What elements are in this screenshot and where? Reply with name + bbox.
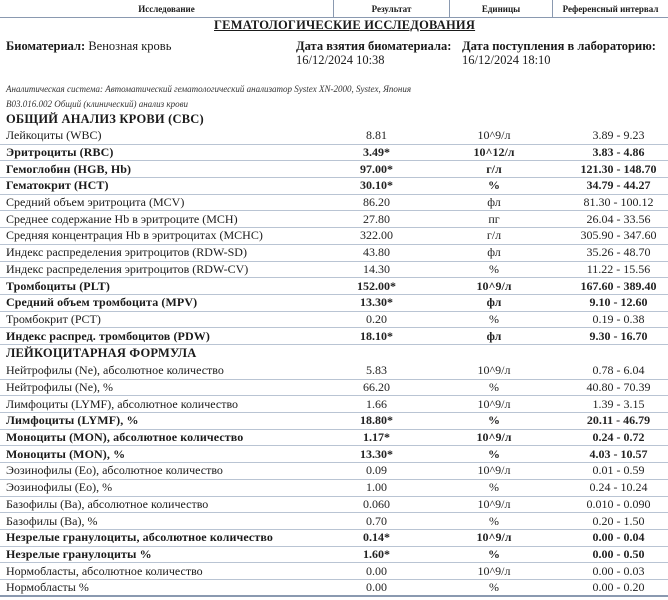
result-value: 322.00 <box>360 228 393 243</box>
received-date-label: Дата поступления в лабораторию: <box>462 39 656 53</box>
table-row <box>0 513 668 530</box>
result-value: 1.60* <box>363 546 390 561</box>
test-name: Тромбокрит (PCT) <box>6 311 101 326</box>
table-row <box>0 480 668 497</box>
unit-value: % <box>489 261 499 276</box>
test-name: Нормобласты, абсолютное количество <box>6 563 203 578</box>
unit-value: 10^12/л <box>473 145 515 160</box>
unit-value: % <box>488 546 500 561</box>
table-row <box>0 413 668 430</box>
test-name: Средний объем тромбоцита (MPV) <box>6 295 198 310</box>
test-name: Средняя концентрация Hb в эритроцитах (MCHC) <box>6 228 263 243</box>
group-title-leukocyte-formula: ЛЕЙКОЦИТАРНАЯ ФОРМУЛА <box>6 346 197 360</box>
test-name: Индекс распределения эритроцитов (RDW-SD) <box>6 245 247 260</box>
reference-interval: 0.00 - 0.04 <box>592 530 645 545</box>
result-value: 0.20 <box>366 311 387 326</box>
result-value: 0.00 <box>366 579 387 594</box>
result-value: 30.10* <box>360 178 393 193</box>
results-table-leukocyte-formula <box>0 363 668 597</box>
unit-value: 10^9/л <box>476 530 512 545</box>
test-name: Гематокрит (HCT) <box>6 178 109 193</box>
reference-interval: 0.78 - 6.04 <box>592 363 645 378</box>
test-name: Лимфоциты (LYMF), абсолютное количество <box>6 396 239 411</box>
reference-interval: 0.24 - 10.24 <box>589 480 648 495</box>
results-table-cbc <box>0 128 668 345</box>
result-value: 18.10* <box>360 328 393 343</box>
test-name: Индекс распред. тромбоцитов (PDW) <box>6 328 210 343</box>
table-row <box>0 446 668 463</box>
reference-interval: 0.00 - 0.50 <box>592 546 645 561</box>
table-header <box>0 0 668 18</box>
reference-interval: 0.00 - 0.20 <box>592 579 645 594</box>
table-row <box>0 278 668 295</box>
table-row <box>0 161 668 178</box>
unit-value: фл <box>486 295 502 310</box>
reference-interval: 305.90 - 347.60 <box>580 228 657 243</box>
test-name: Лимфоциты (LYMF), % <box>6 413 139 428</box>
unit-value: пг <box>488 211 500 226</box>
result-value: 1.66 <box>366 396 387 411</box>
sampling-date-info <box>296 39 451 67</box>
result-value: 0.060 <box>363 496 390 511</box>
unit-value: % <box>489 513 499 528</box>
reference-interval: 0.19 - 0.38 <box>592 311 645 326</box>
unit-value: 10^9/л <box>477 563 511 578</box>
test-name: Тромбоциты (PLT) <box>6 278 110 293</box>
unit-value: 10^9/л <box>477 463 511 478</box>
sampling-date-value: 16/12/2024 10:38 <box>296 53 385 67</box>
table-row <box>0 245 668 262</box>
group-title-cbc: ОБЩИЙ АНАЛИЗ КРОВИ (CBC) <box>6 112 204 126</box>
column-header-units: Единицы <box>450 0 553 17</box>
result-value: 0.09 <box>366 463 387 478</box>
result-value: 18.80* <box>360 413 393 428</box>
biomaterial-info <box>6 39 171 53</box>
reference-interval: 34.79 - 44.27 <box>586 178 651 193</box>
result-value: 97.00* <box>360 161 393 176</box>
result-value: 0.14* <box>363 530 390 545</box>
reference-interval: 9.10 - 12.60 <box>589 295 648 310</box>
test-name: Незрелые гранулоциты % <box>6 546 152 561</box>
unit-value: 10^9/л <box>477 128 511 143</box>
result-value: 0.70 <box>366 513 387 528</box>
table-row <box>0 380 668 397</box>
reference-interval: 0.24 - 0.72 <box>592 430 645 445</box>
column-header-test: Исследование <box>0 0 334 17</box>
test-name: Индекс распределения эритроцитов (RDW-CV) <box>6 261 249 276</box>
result-value: 27.80 <box>363 211 390 226</box>
test-name: Нейтрофилы (Ne), % <box>6 380 114 395</box>
reference-interval: 3.83 - 4.86 <box>592 145 645 160</box>
result-value: 13.30* <box>360 446 393 461</box>
table-row <box>0 463 668 480</box>
test-name: Нейтрофилы (Ne), абсолютное количество <box>6 363 224 378</box>
unit-value: фл <box>486 328 502 343</box>
reference-interval: 3.89 - 9.23 <box>592 128 645 143</box>
reference-interval: 40.80 - 70.39 <box>586 380 651 395</box>
table-row <box>0 128 668 145</box>
reference-interval: 0.20 - 1.50 <box>592 513 645 528</box>
table-row <box>0 178 668 195</box>
biomaterial-value: Венозная кровь <box>88 39 172 53</box>
table-row <box>0 563 668 580</box>
table-row <box>0 328 668 345</box>
reference-interval: 4.03 - 10.57 <box>589 446 648 461</box>
unit-value: 10^9/л <box>477 496 511 511</box>
table-row <box>0 295 668 312</box>
result-value: 3.49* <box>363 145 390 160</box>
result-value: 14.30 <box>363 261 390 276</box>
table-row <box>0 430 668 447</box>
column-header-reference: Референсный интервал <box>562 3 659 14</box>
table-row <box>0 228 668 245</box>
test-name: Моноциты (MON), абсолютное количество <box>6 430 244 445</box>
result-value: 152.00* <box>357 278 396 293</box>
test-name: Лейкоциты (WBC) <box>6 128 102 143</box>
table-row <box>0 497 668 514</box>
unit-value: фл <box>487 195 501 210</box>
sampling-date-label: Дата взятия биоматериала: <box>296 39 452 53</box>
table-row <box>0 211 668 228</box>
reference-interval: 35.26 - 48.70 <box>586 245 651 260</box>
reference-interval: 121.30 - 148.70 <box>580 161 657 176</box>
unit-value: % <box>489 380 499 395</box>
unit-value: 10^9/л <box>476 430 512 445</box>
unit-value: % <box>489 480 499 495</box>
reference-interval: 167.60 - 389.40 <box>580 278 657 293</box>
test-name: Эозинофилы (Eo), % <box>6 480 113 495</box>
test-name: Эозинофилы (Eo), абсолютное количество <box>6 463 223 478</box>
table-row <box>0 547 668 564</box>
unit-value: г/л <box>486 161 502 176</box>
analyzer-info <box>6 82 411 112</box>
test-name: Среднее содержание Hb в эритроците (MCH) <box>6 211 238 226</box>
table-row <box>0 312 668 329</box>
result-value: 1.00 <box>366 480 387 495</box>
test-name: Моноциты (MON), % <box>6 446 126 461</box>
unit-value: 10^9/л <box>477 363 511 378</box>
result-value: 5.83 <box>366 363 387 378</box>
unit-value: фл <box>487 245 501 260</box>
unit-value: % <box>488 446 500 461</box>
result-value: 86.20 <box>363 195 390 210</box>
unit-value: % <box>488 413 500 428</box>
test-name: Эритроциты (RBC) <box>6 145 114 160</box>
reference-interval: 9.30 - 16.70 <box>589 328 648 343</box>
analyzer-line: Аналитическая система: Автоматический гематологический анализатор Systex XN-2000, Systex, Япония <box>6 84 412 94</box>
section-title: ГЕМАТОЛОГИЧЕСКИЕ ИССЛЕДОВАНИЯ <box>214 18 476 32</box>
table-row <box>0 580 668 597</box>
table-row <box>0 195 668 212</box>
test-name: Гемоглобин (HGB, Hb) <box>6 161 132 176</box>
received-date-info <box>462 39 656 67</box>
test-name: Незрелые гранулоциты, абсолютное количество <box>6 530 273 545</box>
test-name: Базофилы (Ba), абсолютное количество <box>6 496 209 511</box>
table-row <box>0 396 668 413</box>
column-header-result: Результат <box>334 0 450 17</box>
result-value: 1.17* <box>363 430 390 445</box>
reference-interval: 26.04 - 33.56 <box>586 211 651 226</box>
test-name: Базофилы (Ba), % <box>6 513 98 528</box>
reference-interval: 1.39 - 3.15 <box>592 396 645 411</box>
table-row <box>0 145 668 162</box>
result-value: 0.00 <box>366 563 387 578</box>
result-value: 8.81 <box>366 128 387 143</box>
unit-value: % <box>489 579 499 594</box>
reference-interval: 0.00 - 0.03 <box>592 563 645 578</box>
result-value: 43.80 <box>363 245 390 260</box>
test-name: Средний объем эритроцита (MCV) <box>6 195 185 210</box>
table-row <box>0 262 668 279</box>
unit-value: г/л <box>486 228 502 243</box>
table-row <box>0 363 668 380</box>
table-row <box>0 530 668 547</box>
reference-interval: 0.010 - 0.090 <box>586 496 651 511</box>
biomaterial-label: Биоматериал: <box>6 39 86 53</box>
unit-value: % <box>489 311 499 326</box>
reference-interval: 0.01 - 0.59 <box>592 463 645 478</box>
reference-interval: 20.11 - 46.79 <box>586 413 651 428</box>
result-value: 66.20 <box>363 380 390 395</box>
received-date-value: 16/12/2024 18:10 <box>462 53 551 67</box>
unit-value: 10^9/л <box>477 396 511 411</box>
result-value: 13.30* <box>360 295 393 310</box>
unit-value: 10^9/л <box>476 278 512 293</box>
reference-interval: 11.22 - 15.56 <box>586 261 651 276</box>
test-name: Нормобласты % <box>6 579 89 594</box>
reference-interval: 81.30 - 100.12 <box>583 195 654 210</box>
unit-value: % <box>488 178 500 193</box>
test-code-line: B03.016.002 Общий (клинический) анализ крови <box>6 99 188 109</box>
